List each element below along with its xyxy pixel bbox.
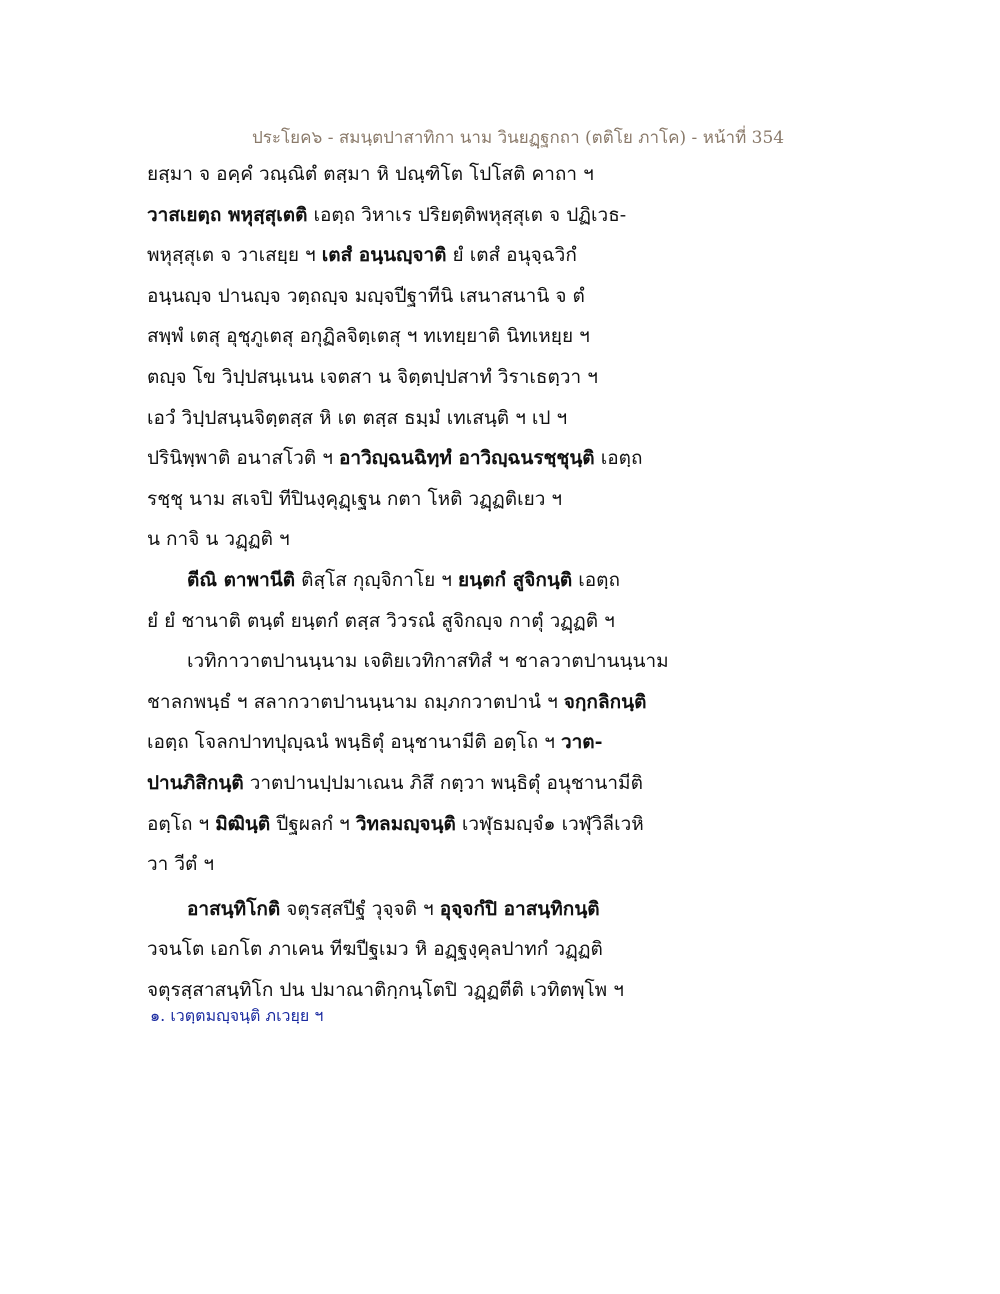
text-segment: รชฺชุ นาม สเจปิ ทีปินงฺคุฏฺเฐน กตา โหติ วฏฺฏติเยว ฯ (147, 487, 563, 510)
text-segment: ยสฺมา จ อคฺคํ วณฺณิตํ ตสฺมา หิ ปณฺฑิโต โปโสติ คาถา ฯ (147, 163, 594, 185)
bold-term: จกฺกลิกนฺติ (563, 690, 647, 713)
bold-term: ตีณิ ตาพานีติ (187, 568, 296, 591)
text-line (147, 201, 677, 242)
bold-term: วาสเยตฺถ พหุสฺสุเตติ (147, 203, 308, 226)
text-line (147, 485, 677, 526)
text-segment: พหุสฺสุเต จ วาเสยฺย ฯ (147, 244, 322, 267)
page-header: ประโยค๖ - สมนฺตปาสาทิกา นาม วินยฏฺฐกถา (ตติโย ภาโค) - หน้าที่ 354 (252, 128, 785, 148)
bold-term: ยนฺตกํ สูจิกนฺติ (458, 568, 573, 591)
text-line (147, 444, 677, 485)
body-text (147, 160, 677, 1016)
text-segment: ปรินิพฺพาติ อนาสโวติ ฯ (147, 447, 339, 470)
bold-term: อาวิญฺฉนฉิทฺทํ อาวิญฺฉนรชฺชุนฺติ (338, 447, 595, 470)
text-line (147, 607, 677, 648)
bold-term: เตสํ อนฺนญฺจาติ (321, 244, 447, 267)
text-segment: ชาลกพนฺธํ ฯ สลากวาตปานนฺนาม ถมฺภกวาตปานํ ฯ (147, 690, 564, 713)
text-line (147, 688, 677, 729)
bold-term: มิฒินฺติ (215, 812, 271, 835)
text-line (147, 363, 677, 404)
text-segment: วาตปานปฺปมาเณน ภิสึ กตฺวา พนฺธิตุํ อนุชานามีติ (243, 771, 643, 794)
text-segment: วา วีตํ ฯ (147, 853, 215, 876)
text-segment: เวทิกาวาตปานนฺนาม เจติยเวทิกาสทิสํ ฯ ชาลวาตปานนฺนาม (187, 650, 669, 673)
text-segment: เวฬุธมญฺจํ๑ เวฬุวิลีเวหิ (455, 812, 644, 835)
text-segment: จตุรสฺสปีฐํ วุจฺจติ ฯ (280, 897, 440, 920)
text-line (147, 850, 677, 891)
text-line (147, 647, 677, 688)
text-line (147, 566, 677, 607)
text-segment: สพฺพํ เตสุ อุชุภูเตสุ อกุฏิลจิตฺเตสุ ฯ ทเทยฺยาติ นิทเหยฺย ฯ (147, 325, 590, 348)
bold-term: วาต- (560, 731, 603, 754)
text-segment: จตุรสฺสาสนฺทิโก ปน ปมาณาติกฺกนฺโตปิ วฏฺฏตีติ เวทิตพฺโพ ฯ (147, 978, 624, 1001)
text-line (147, 241, 677, 282)
text-segment: น กาจิ น วฏฺฏติ ฯ (147, 528, 290, 551)
text-line (147, 935, 677, 976)
bold-term: อาสนฺทิโกติ (187, 897, 281, 920)
text-line (147, 728, 677, 769)
text-segment: ติสฺโส กุญฺจิกาโย ฯ (295, 568, 459, 591)
text-line (147, 322, 677, 363)
text-segment: ปีฐผลกํ ฯ (270, 812, 356, 835)
text-segment: ยํ ยํ ชานาติ ตนฺตํ ยนฺตกํ ตสฺส วิวรณํ สูจิกญฺจ กาตุํ วฏฺฏติ ฯ (147, 609, 615, 632)
footnote: ๑. เวตฺตมญฺจนฺติ ภเวยฺย ฯ (150, 1006, 324, 1025)
text-line (147, 895, 677, 936)
text-line (147, 525, 677, 566)
text-line (147, 282, 677, 323)
bold-term: ปานภิสิกนฺติ (147, 771, 244, 794)
text-segment: เอตฺถ (572, 568, 620, 591)
text-segment: เอตฺถ โจลกปาทปุญฺฉนํ พนฺธิตุํ อนุชานามีติ อตฺโถ ฯ (147, 731, 561, 754)
text-segment: อตฺโถ ฯ (147, 812, 216, 835)
text-line (147, 810, 677, 851)
text-segment: อนฺนญฺจ ปานญฺจ วตฺถญฺจ มญฺจปีฐาทีนิ เสนาสนานิ จ ตํ (147, 284, 585, 307)
text-segment: วจนโต เอกโต ภาเคน ทีฆปีฐเมว หิ อฏฺฐงฺคุลปาทกํ วฏฺฏติ (147, 938, 603, 961)
text-segment: เอวํ วิปฺปสนฺนจิตฺตสฺส หิ เต ตสฺส ธมฺมํ เทเสนฺติ ฯ เป ฯ (147, 406, 568, 429)
text-segment: ยํ เตสํ อนุจฺฉวิกํ (446, 244, 577, 267)
text-line (147, 404, 677, 445)
bold-term: วิทลมญฺจนฺติ (355, 812, 456, 835)
text-segment: เอตฺถ วิหาเร ปริยตฺติพหุสฺสุเต จ ปฏิเวธ- (307, 203, 627, 226)
text-line (147, 160, 677, 201)
bold-term: อุจฺจกํปิ อาสนฺทิกนฺติ (439, 897, 600, 920)
text-segment: เอตฺถ (594, 447, 643, 470)
text-line (147, 769, 677, 810)
text-segment: ตญฺจ โข วิปฺปสนฺเนน เจตสา น จิตฺตปฺปสาทํ วิราเธตฺวา ฯ (147, 365, 598, 388)
